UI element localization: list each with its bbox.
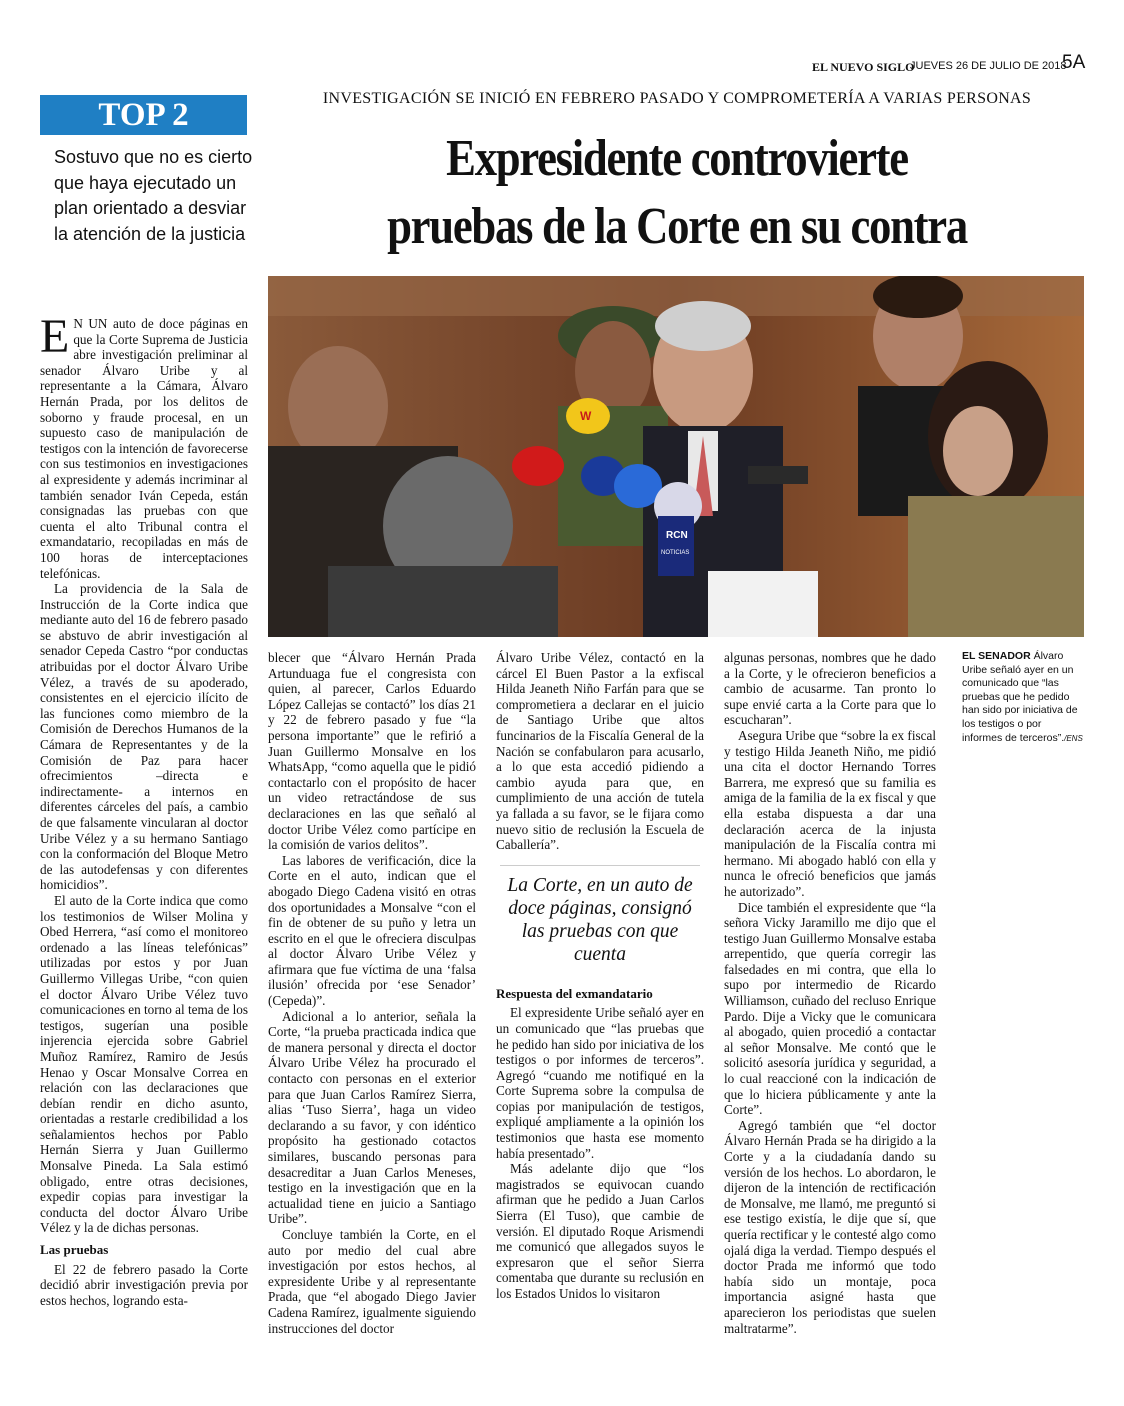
photo-caption <box>962 650 1084 745</box>
masthead <box>812 50 1092 76</box>
col1-paragraph-3: El auto de la Corte indica que como los testimonios de Wilser Molina y Obed Herrera, “así como el monitoreo ordenado a las líneas telefónicas” utilizadas por estos y por Juan Guillermo Villegas Uribe, “con quien el doctor Álvaro Uribe Vélez tuvo comunicaciones en torno al tema de los testigos, sugerían una posible injerencia ejercida sobre Gabriel Muñoz Ramírez, Ramiro de Jesús Henao y Oscar Monsalve Correa en relación con las declaraciones que debían rendir en dicho asunto, orientadas a restarle credibilidad a los señalamientos hechos por Pablo Hernán Sierra y Juan Guillermo Monsalve Pineda. La Sala estimó obligado, entre otras decisiones, expedir copias para investigar la conducta del doctor Álvaro Uribe Vélez y la de dichas personas. <box>40 892 248 1236</box>
photo-illustration <box>268 276 1084 637</box>
headline <box>325 125 1028 261</box>
col4-paragraph-4: Agregó también que “el doctor Álvaro Hernán Prada se ha dirigido a la Corte y a la ciudadanía dando su versión de los hechos. Lo abordaron, le dijeron de la intención de rectificación de Monsalve, me llamó, me preguntó si ese testigo existía, le dije que sí, que quería rectificar y le contesté algo como ojalá diga la verdad. Tiempo después el doctor Prada me informó que todo había sido un montaje, poca importancia asigné hasta que aparecieron los periodistas que suelen maltratarme”. <box>724 1117 936 1336</box>
pull-quote: La Corte, en un auto de doce páginas, consignó las pruebas con que cuenta <box>500 865 700 966</box>
publication-name: EL NUEVO SIGLO <box>812 60 915 74</box>
col4-paragraph-3: Dice también el expresidente que “la señora Vicky Jaramillo me dijo que el testigo Juan Guillermo Monsalve estaba arrepentido, que quería corregir las falsedades en mi contra, que ella lo supo por intermedio de Ricardo Williamson, cuñado del recluso Enrique Pardo. Dije a Vicky que le comunicara al abogado, quien procedió a contactar al señor Monsalve. Me contó que le solicitó asesoría jurídica y seguridad, a lo cual reaccioné con la indicación de que lo hiciera públicamente y ante la Corte”. <box>724 899 936 1118</box>
caption-credit: /ENS <box>1064 733 1083 743</box>
headline-line-2: pruebas de la Corte en su contra <box>387 198 967 255</box>
col4-paragraph-2: Asegura Uribe que “sobre la ex fiscal y testigo Hilda Jeaneth Niño, me pidió una cita el doctor Hernando Torres Barrera, me expresó que su familia es amiga de la familia de la ex fiscal y que ella estaba dispuesta a dar una declaración acerca de la injusta manipulación de la Fiscalía contra mi hermano. Mi abogado habló con ella y nunca le ofreció beneficios que jamás he autorizado”. <box>724 727 936 899</box>
mic-label-w: W <box>580 409 592 423</box>
caption-lead: EL SENADOR <box>962 650 1031 662</box>
caption-text: Álvaro Uribe señaló ayer en un comunicado que “las pruebas que he pedido han sido por iniciativa de los testigos o por informes de terceros”. <box>962 650 1078 744</box>
col2-paragraph-3: Adicional a lo anterior, señala la Corte, “la prueba practicada indica que de manera personal y directa el doctor Álvaro Uribe Vélez ha procurado el contacto con personas en el exterior para que Juan Carlos Ramírez Sierra, alias ‘Tuso Sierra’, haga un video declarando a su favor, y con idéntico propósito ha gestionado cotactos similares, buscando personas para desacreditar a Juan Carlos Meneses, testigo en la investigación que en la actualidad tiene en juicio a Santiago Uribe”. <box>268 1008 476 1227</box>
col2-paragraph-2: Las labores de verificación, dice la Corte en el auto, indican que el abogado Diego Cadena visitó en otras dos oportunidades a Monsalve “con el fin de obtener de su puño y letra un escrito en el que le ofreciera disculpas al doctor Álvaro Uribe Vélez y afirmara que fue víctima de una ‘falsa ilusión’ ofrecida por ‘ese Senador’ (Cepeda)”. <box>268 852 476 1009</box>
subhead-respuesta: Respuesta del exmandatario <box>496 985 653 1001</box>
news-photo <box>268 276 1084 637</box>
col3-paragraph-1: Álvaro Uribe Vélez, contactó en la cárcel El Buen Pastor a la exfiscal Hilda Jeaneth Niño Farfán para que se comprometiera a declarar en el juicio de Santiago Uribe que altos funcinarios de la Fiscalía General de la Nación se confabularon para acusarlo, a lo que esta accedió pidiendo a cambio ayuda para que, en cumplimiento de una acción de tutela ya fallada a su favor, se le fijara como nuevo sitio de reclusión la Escuela de Caballería”. <box>496 650 704 853</box>
headline-line-1: Expresidente controvierte <box>446 130 908 187</box>
col1-paragraph-1 <box>40 310 248 581</box>
page-number: 5A <box>1062 52 1086 73</box>
kicker: INVESTIGACIÓN SE INICIÓ EN FEBRERO PASADO Y COMPROMETERÍA A VARIAS PERSONAS <box>322 90 1032 107</box>
mic-label-noticias: NOTICIAS <box>661 550 690 556</box>
issue-date: JUEVES 26 DE JULIO DE 2018 <box>910 60 1067 72</box>
col2-paragraph-4: Concluye también la Corte, en el auto por medio del cual abre investigación por estos hechos, al expresidente Uribe y al representante Prada, que “el abogado Diego Javier Cadena Ramírez, igualmente siguiendo instrucciones del doctor <box>268 1226 476 1336</box>
top-badge: TOP 2 <box>40 95 247 135</box>
col3-paragraph-3: Más adelante dijo que “los magistrados se equivocan cuando afirman que he pedido a Juan Carlos Sierra (El Tuso), que cambie de versión. El diputado Roque Arismendi me comunicó que allegados suyos le expresaron que el señor Sierra comentaba que durante su reclusión en los Estados Unidos lo visitaron <box>496 1161 704 1301</box>
mic-label-rcn: RCN <box>666 530 688 541</box>
col4-paragraph-1: algunas personas, nombres que he dado a la Corte, y le ofrecieron beneficios a cambio de acusarme. Tan pronto lo supe envié carta a la Corte para que lo escucharan”. <box>724 650 936 728</box>
column-2 <box>268 650 476 1336</box>
col1-paragraph-2: La providencia de la Sala de Instrucción de la Corte indica que mediante auto del 16 de febrero pasado se abstuvo de abrir investigación al senador Cepeda Castro “por conductas atribuidas por el doctor Álvaro Uribe Vélez, a través de su apoderado, consistentes en el ejercicio ilícito de las funciones como miembro de la Comisión de Derechos Humanos de la Cámara de Representantes y de la Comisión de Paz para hacer ofrecimientos –directa e indirectamente- a internos en diferentes cárceles del país, a cambio de que falsamente vincularan al doctor Uribe Vélez y a su hermano Santiago con la conformación del Bloque Metro de las autodefensas y con diferentes homicidios”. <box>40 581 248 893</box>
col1-p1-text: N UN auto de doce páginas en que la Corte Suprema de Justicia abre investigación preliminar al senador Álvaro Uribe y al representante a la Cámara, Álvaro Hernán Prada, por los delitos de soborno y fraude procesal, en un supuesto caso de manipulación de testigos con la intención de favorecerse con sus testimonios en investigaciones al expresidente y además incriminar al también senador Iván Cepeda, están consignadas las pruebas con que cuenta el alto Tribunal contra el exmandatario, recopiladas en más de 100 horas de interceptaciones telefónicas. <box>40 316 248 581</box>
drop-cap: E <box>40 310 70 363</box>
column-1 <box>40 310 248 1308</box>
top-summary: Sostuvo que no es cierto que haya ejecutado un plan orientado a desviar la atención de la justicia <box>54 147 253 244</box>
col1-paragraph-4: El 22 de febrero pasado la Corte decidió abrir investigación previa por estos hechos, logrando esta- <box>40 1261 248 1308</box>
subhead-las-pruebas: Las pruebas <box>40 1242 109 1258</box>
col2-paragraph-1: blecer que “Álvaro Hernán Prada Artunduaga fue el congresista con quien, al parecer, Carlos Eduardo López Callejas se contactó” los días 21 y 22 de febrero pasado y fue “la persona importante” que le refirió a Juan Guillermo Monsalve en los WhatsApp, “como aquella que le pidió contactarlo con el propósito de hacer un video retractándose de sus declaraciones en las que señaló al doctor Uribe Vélez como partícipe en la comisión de varios delitos”. <box>268 650 476 853</box>
col3-paragraph-2: El expresidente Uribe señaló ayer en un comunicado que “las pruebas que he pedido han sido por iniciativa de los testigos o por informes de terceros”. Agregó “cuando me notifiqué en la Corte Suprema sobre la compulsa de copias por manipulación de testigos, expliqué ampliamente a la opinión los testimonios que hasta ese momento había presentado”. <box>496 1005 704 1161</box>
column-3 <box>496 650 704 1302</box>
column-4 <box>724 650 936 1336</box>
